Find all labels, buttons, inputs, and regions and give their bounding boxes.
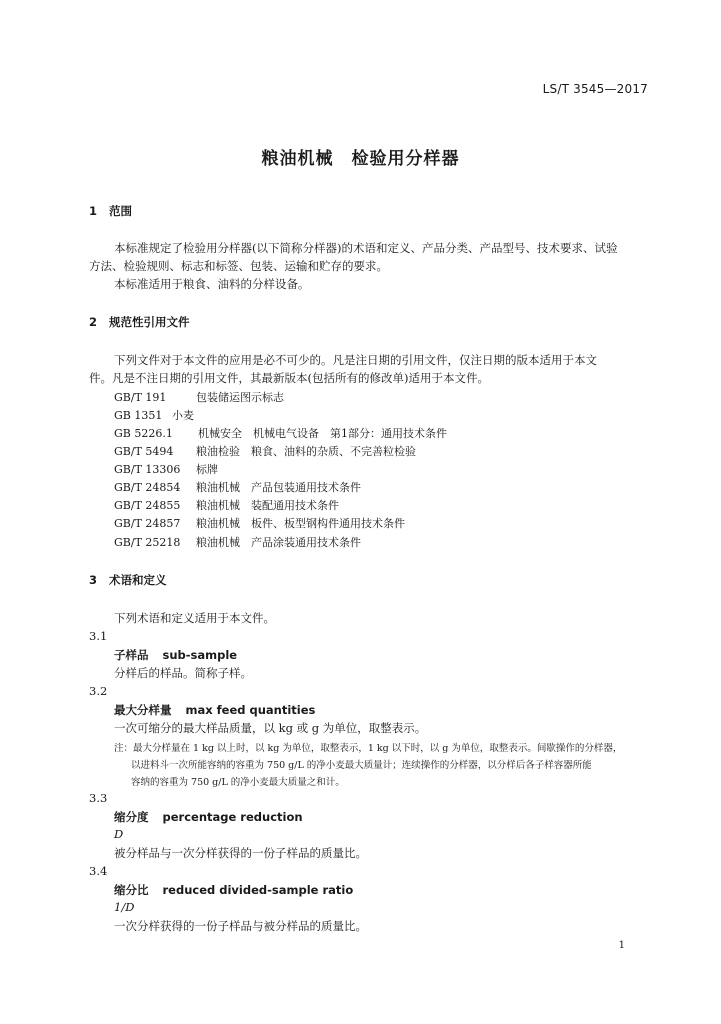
term-heading (114, 809, 303, 825)
paragraph: 下列术语和定义适用于本文件。 (114, 611, 275, 625)
reference-code: GB/T 191 (114, 391, 167, 404)
paragraph: 方法、检验规则、标志和标签、包装、运输和贮存的要求。 (89, 259, 388, 273)
term-note: 注：最大分样量在 1 kg 以上时，以 kg 为单位，取整表示，1 kg 以下时，以 g 为单位，取整表示。间歇操作的分样器， (114, 743, 623, 754)
reference-code: GB/T 5494 (114, 445, 174, 458)
reference-title: 粮油机械 产品涂装通用技术条件 (196, 536, 361, 549)
standard-number: LS/T 3545—2017 (542, 82, 648, 96)
reference-item (114, 425, 447, 441)
reference-code: GB/T 24855 (114, 499, 181, 512)
section-number: 1 (89, 204, 98, 218)
reference-title: 粮油机械 装配通用技术条件 (196, 499, 339, 512)
term-zh: 缩分度 (114, 810, 149, 824)
document-title: 粮油机械 检验用分样器 (261, 149, 460, 169)
term-zh: 子样品 (114, 648, 149, 662)
term-note: 以进料斗一次所能容纳的容重为 750 g/L 的净小麦最大质量计；连续操作的分样器，以分样后各子样容器所能 (131, 760, 592, 771)
section-number: 3 (89, 573, 98, 587)
section-title: 术语和定义 (109, 573, 167, 587)
reference-title: 粮油机械 板件、板型钢构件通用技术条件 (196, 517, 405, 530)
reference-title: 标牌 (196, 463, 218, 476)
term-definition: 一次可缩分的最大样品质量，以 kg 或 g 为单位，取整表示。 (114, 721, 427, 735)
reference-item (114, 407, 194, 423)
reference-code: GB/T 25218 (114, 536, 181, 549)
term-definition: 一次分样获得的一份子样品与被分样品的质量比。 (114, 919, 367, 933)
page-number: 1 (618, 940, 625, 951)
term-heading (114, 702, 315, 718)
reference-title: 粮油检验 粮食、油料的杂质、不完善粒检验 (196, 445, 416, 458)
term-zh: 最大分样量 (114, 703, 172, 717)
section-number: 2 (89, 315, 98, 329)
reference-code: GB 1351 (114, 409, 163, 422)
term-heading (114, 647, 237, 663)
section-2-heading (89, 314, 190, 330)
reference-item (114, 389, 284, 405)
term-number: 3.3 (89, 791, 108, 805)
paragraph: 件。凡是不注日期的引用文件，其最新版本(包括所有的修改单)适用于本文件。 (89, 371, 489, 385)
term-definition: 分样后的样品。简称子样。 (114, 666, 252, 680)
reference-title: 小麦 (172, 409, 194, 422)
term-number: 3.1 (89, 629, 108, 643)
term-en: reduced divided-sample ratio (162, 883, 354, 897)
term-en: sub-sample (162, 648, 238, 662)
term-zh: 缩分比 (114, 883, 149, 897)
section-3-heading (89, 572, 167, 588)
reference-item (114, 515, 405, 531)
reference-code: GB/T 13306 (114, 463, 181, 476)
term-definition: 被分样品与一次分样获得的一份子样品的质量比。 (114, 846, 367, 860)
term-symbol: D (114, 827, 124, 841)
reference-code: GB 5226.1 (114, 427, 173, 440)
paragraph: 下列文件对于本文件的应用是必不可少的。凡是注日期的引用文件，仅注日期的版本适用于本文 (114, 353, 597, 367)
term-symbol: 1/D (114, 900, 135, 914)
reference-item (114, 479, 361, 495)
term-heading (114, 882, 353, 898)
paragraph: 本标准规定了检验用分样器(以下简称分样器)的术语和定义、产品分类、产品型号、技术要求、试验 (114, 241, 618, 255)
section-title: 范围 (109, 204, 132, 218)
section-title: 规范性引用文件 (109, 315, 190, 329)
term-note: 容纳的容重为 750 g/L 的净小麦最大质量之和计。 (131, 777, 345, 788)
reference-item (114, 534, 361, 550)
reference-item (114, 497, 339, 513)
term-number: 3.4 (89, 864, 108, 878)
reference-item (114, 461, 218, 477)
term-en: max feed quantities (185, 703, 316, 717)
reference-item (114, 443, 416, 459)
reference-code: GB/T 24854 (114, 481, 181, 494)
term-en: percentage reduction (162, 810, 303, 824)
term-number: 3.2 (89, 684, 108, 698)
reference-title: 粮油机械 产品包装通用技术条件 (196, 481, 361, 494)
reference-title: 机械安全 机械电气设备 第1部分：通用技术条件 (198, 427, 447, 440)
reference-code: GB/T 24857 (114, 517, 181, 530)
paragraph: 本标准适用于粮食、油料的分样设备。 (114, 277, 310, 291)
reference-title: 包装储运图示标志 (196, 391, 284, 404)
section-1-heading (89, 203, 132, 219)
